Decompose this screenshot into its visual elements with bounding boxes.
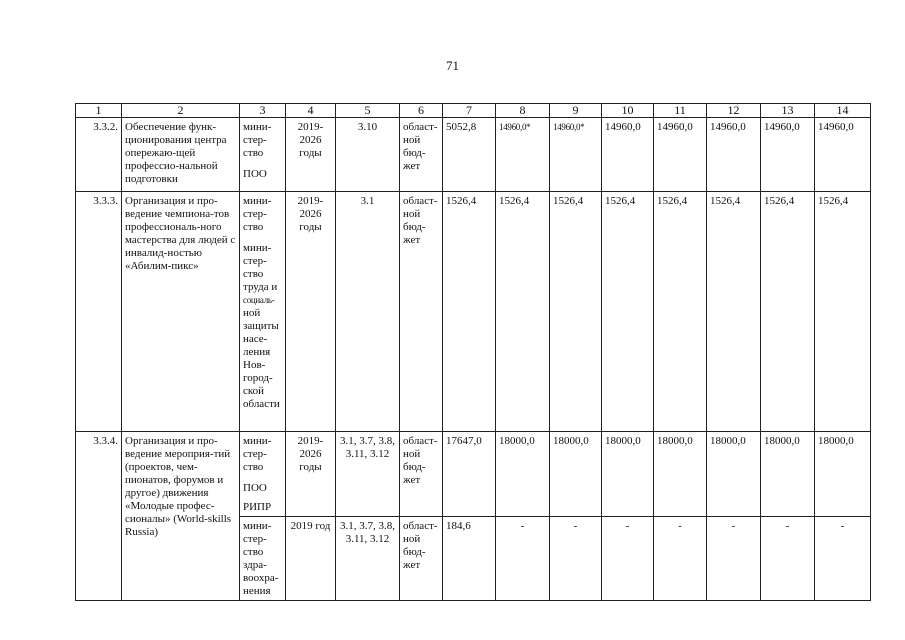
table-row [76,118,871,192]
value-cell: 14960,0 [654,118,707,192]
value-cell: 18000,0 [707,432,761,517]
header-cell: 6 [400,104,443,118]
table-row [76,192,871,432]
value-cell: 14960,0 [815,118,871,192]
value-cell: 18000,0 [761,432,815,517]
value-cell: - [654,517,707,601]
period: 2019-2026 годы [286,432,336,517]
value-cell: 1526,4 [443,192,496,432]
value-cell: - [496,517,550,601]
executor: РИПР [243,501,272,513]
header-cell: 12 [707,104,761,118]
period: 2019-2026 годы [286,118,336,192]
executor-cell [240,192,286,432]
header-cell: 2 [122,104,240,118]
value-cell: 1526,4 [496,192,550,432]
executor: ПОО [243,482,267,494]
funding-source: област-ной бюд-жет [400,432,443,517]
value-cell: - [550,517,602,601]
activity-name: Обеспечение функ-ционирования центра опережаю-щей профессио-нальной подготовки [122,118,240,192]
value-cell: - [761,517,815,601]
value-cell: 1526,4 [602,192,654,432]
value-cell: 18000,0 [654,432,707,517]
value-cell: 1526,4 [654,192,707,432]
value-cell: 17647,0 [443,432,496,517]
row-number: 3.3.4. [76,432,122,601]
value-cell: 18000,0 [815,432,871,517]
value-cell: - [815,517,871,601]
target-indicators: 3.10 [336,118,400,192]
value-cell: 18000,0 [550,432,602,517]
funding-source: област-ной бюд-жет [400,192,443,432]
value-cell: 184,6 [443,517,496,601]
header-cell: 7 [443,104,496,118]
period: 2019 год [286,517,336,601]
row-number: 3.3.2. [76,118,122,192]
header-cell: 5 [336,104,400,118]
header-row [76,104,871,118]
table-row [76,432,871,517]
value-cell: 14960,0 [602,118,654,192]
value-cell: 5052,8 [443,118,496,192]
value-cell: 18000,0 [496,432,550,517]
header-cell: 4 [286,104,336,118]
value-cell: 18000,0 [602,432,654,517]
value-cell: 14960,0* [496,118,550,192]
target-indicators: 3.1, 3.7, 3.8, 3.11, 3.12 [336,432,400,517]
executor: мини-стер-ство [243,121,272,159]
header-cell: 13 [761,104,815,118]
executor-cell [240,432,286,517]
value-cell: 1526,4 [550,192,602,432]
header-cell: 10 [602,104,654,118]
value-cell: 1526,4 [815,192,871,432]
value-cell: - [602,517,654,601]
executor: мини-стер-ство труда и [243,242,278,293]
activity-name: Организация и про-ведение мероприя-тий (проектов, чем-пионатов, форумов и другое) движения «Молодые профес-сионалы» (World-skills Russia) [122,432,240,601]
header-cell: 3 [240,104,286,118]
page-number: 71 [446,58,459,73]
header-cell: 9 [550,104,602,118]
funding-source: област-ной бюд-жет [400,118,443,192]
header-cell: 1 [76,104,122,118]
value-cell: 1526,4 [761,192,815,432]
header-cell: 14 [815,104,871,118]
period: 2019-2026 годы [286,192,336,432]
funding-source: област-ной бюд-жет [400,517,443,601]
value-cell: 14960,0* [550,118,602,192]
value-cell: 1526,4 [707,192,761,432]
executor-cell [240,517,286,601]
target-indicators: 3.1 [336,192,400,432]
value-cell: - [707,517,761,601]
executor: ной защиты насе-ления Нов-город-ской области [243,307,280,410]
executor: мини-стер-ство [243,195,272,233]
value-cell: 14960,0 [761,118,815,192]
executor: ПОО [243,168,267,180]
value-cell: 14960,0 [707,118,761,192]
target-indicators: 3.1, 3.7, 3.8, 3.11, 3.12 [336,517,400,601]
executor: мини-стер-ство здра-воохра-нения [243,520,279,597]
header-cell: 11 [654,104,707,118]
executor-cell [240,118,286,192]
activity-name: Организация и про-ведение чемпиона-тов профессиональ-ного мастерства для людей с инвалид-ностью «Абилим-пикс» [122,192,240,432]
header-cell: 8 [496,104,550,118]
row-number: 3.3.3. [76,192,122,432]
executor: мини-стер-ство [243,435,272,473]
program-table [75,103,871,601]
executor: социаль- [243,295,275,305]
